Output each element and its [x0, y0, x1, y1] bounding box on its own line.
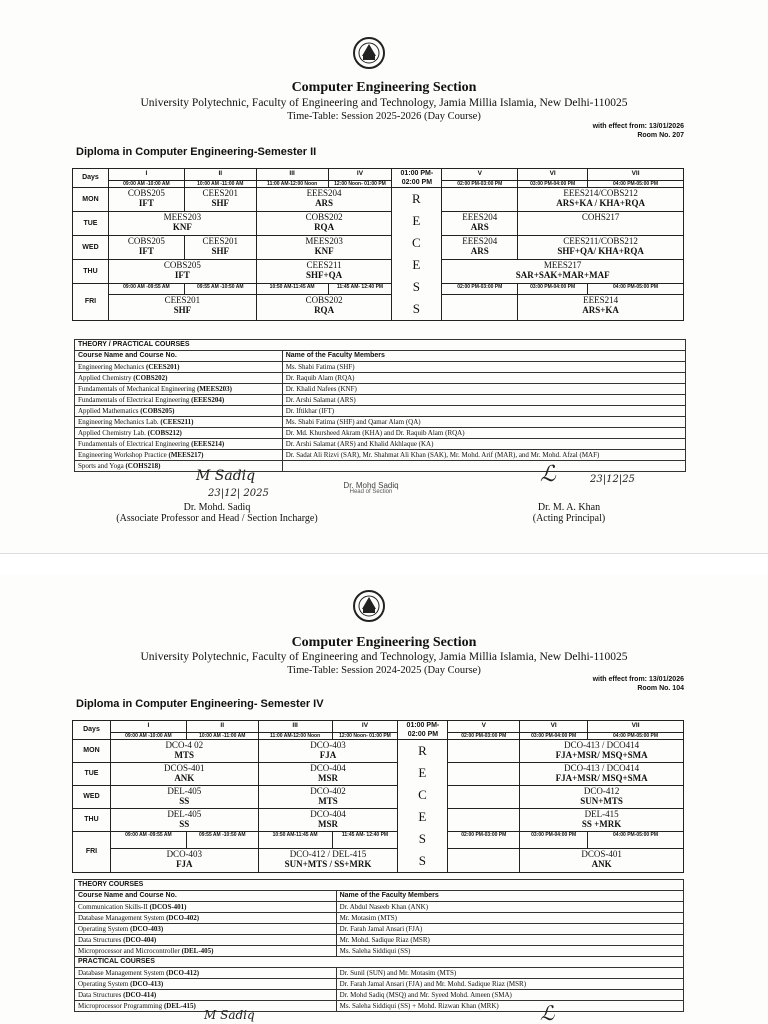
time-slot: 03:00 PM-04:00 PM	[520, 832, 588, 849]
practical-title: PRACTICAL COURSES	[75, 957, 684, 968]
faculty-row	[75, 406, 686, 417]
signatory-left	[112, 502, 322, 524]
signature-date-right: 23|12|25	[590, 474, 635, 485]
faculty-column-header: Name of the Faculty Members	[336, 891, 683, 902]
room-number: Room No. 104	[637, 685, 684, 692]
effective-info	[593, 122, 684, 140]
course-name: Applied Mathematics (COBS205)	[75, 406, 283, 417]
signature-date: 23|12| 2025	[208, 488, 269, 499]
time-slot: 12:00 Noon- 01:00 PM	[328, 180, 392, 187]
faculty-row	[75, 902, 684, 913]
official-stamp: Dr. Mohd Sadiq Head of Section	[343, 481, 399, 495]
faculty-row	[75, 384, 686, 395]
class-cell: DCO-413 / DCO414 FJA+MSR/ MSQ+SMA	[520, 740, 684, 763]
course-name: Fundamentals of Electrical Engineering (EEES204)	[75, 395, 283, 406]
class-cell: COBS205 IFT	[108, 236, 184, 260]
university-emblem-icon	[352, 36, 386, 70]
semester-title: Diploma in Computer Engineering-Semester II	[76, 146, 317, 158]
class-cell: DCO-412 / DEL-415 SUN+MTS / SS+MRK	[258, 849, 398, 873]
course-name: Engineering Mechanics (CEES201)	[75, 362, 283, 373]
signatory-name: Dr. Mohd. Sadiq	[183, 502, 251, 513]
faculty-name: Dr. Sunil (SUN) and Mr. Motasim (MTS)	[336, 968, 683, 979]
class-cell: DCO-412 SUN+MTS	[520, 786, 684, 809]
period-4-header: IV	[328, 169, 392, 181]
faculty-row	[75, 935, 684, 946]
day-fri: FRI	[73, 832, 111, 873]
faculty-row	[75, 428, 686, 439]
faculty-name: Ms. Shabi Fatima (SHF)	[282, 362, 685, 373]
session-line: Time-Table: Session 2024-2025 (Day Course)	[287, 665, 481, 676]
time-slot: 04:00 PM-05:00 PM	[588, 284, 684, 295]
timetable-grid	[72, 720, 684, 873]
signature-khan: ℒ	[540, 1001, 555, 1024]
faculty-name: Ms. Shabi Fatima (SHF) and Qamar Alam (QA)	[282, 417, 685, 428]
room-number: Room No. 207	[637, 132, 684, 139]
faculty-row	[75, 450, 686, 461]
faculty-name: Mr. Motasim (MTS)	[336, 913, 683, 924]
time-slot: 09:00 AM -09:55 AM	[108, 284, 184, 295]
faculty-table-title: THEORY / PRACTICAL COURSES	[75, 340, 686, 351]
course-name: Fundamentals of Mechanical Engineering (MEES203)	[75, 384, 283, 395]
class-cell: DCOS-401 ANK	[520, 849, 684, 873]
course-column-header: Course Name and Course No.	[75, 891, 337, 902]
time-slot: 09:00 AM -09:55 AM	[110, 832, 186, 849]
class-cell: EEES204 ARS	[442, 212, 518, 236]
course-name: Applied Chemistry Lab. (COBS212)	[75, 428, 283, 439]
period-1-header: I	[108, 169, 184, 181]
class-cell: DCO-403 FJA	[110, 849, 258, 873]
class-cell: COBS202 RQA	[256, 295, 392, 321]
day-wed: WED	[73, 236, 109, 260]
period-5-header: V	[448, 721, 520, 733]
course-name: Operating System (DCO-413)	[75, 979, 337, 990]
period-7-header: VII	[588, 721, 684, 733]
signature-khan: ℒ	[540, 462, 556, 487]
class-cell: DEL-405 SS	[110, 809, 258, 832]
day-wed: WED	[73, 786, 111, 809]
class-cell: EEES214/COBS212 ARS+KA / KHA+RQA	[518, 188, 684, 212]
class-cell: DEL-415 SS +MRK	[520, 809, 684, 832]
time-slot: 10:00 AM -11:00 AM	[186, 732, 258, 739]
class-cell: CEES211/COBS212 SHF+QA/ KHA+RQA	[518, 236, 684, 260]
class-cell: DCO-403 FJA	[258, 740, 398, 763]
signatory-name: Dr. M. A. Khan	[537, 502, 601, 513]
class-cell: DCO-402 MTS	[258, 786, 398, 809]
faculty-name: Dr. Arshi Salamat (ARS) and Khalid Akhlaque (KA)	[282, 439, 685, 450]
day-thu: THU	[73, 260, 109, 284]
university-emblem-icon	[352, 589, 386, 623]
faculty-column-header: Name of the Faculty Members	[282, 351, 685, 362]
faculty-name: Dr. Abdul Naseeb Khan (ANK)	[336, 902, 683, 913]
faculty-name: Dr. Raquib Alam (RQA)	[282, 373, 685, 384]
institute-line: University Polytechnic, Faculty of Engineering and Technology, Jamia Millia Islamia, New Delhi-110025	[140, 97, 628, 109]
course-name: Operating System (DCO-403)	[75, 924, 337, 935]
day-thu: THU	[73, 809, 111, 832]
section-title: Computer Engineering Section	[291, 635, 477, 650]
time-slot: 02:00 PM-03:00 PM	[448, 732, 520, 739]
class-cell: CEES201 SHF	[108, 295, 256, 321]
time-slot: 10:00 AM -11:00 AM	[184, 180, 256, 187]
course-name: Microprocessor and Microcontroller (DEL-405)	[75, 946, 337, 957]
faculty-name	[282, 461, 685, 472]
faculty-row	[75, 395, 686, 406]
timetable-grid	[72, 168, 684, 321]
faculty-row	[75, 913, 684, 924]
day-fri: FRI	[73, 284, 109, 321]
faculty-name: Dr. Farah Jamal Ansari (FJA) and Mr. Mohd. Sadique Riaz (MSR)	[336, 979, 683, 990]
faculty-name: Dr. Mohd Sadiq (MSQ) and Mr. Syeed Mohd. Ameen (SMA)	[336, 990, 683, 1001]
class-cell: DEL-405 SS	[110, 786, 258, 809]
faculty-name: Dr. Khalid Nafees (KNF)	[282, 384, 685, 395]
class-cell: MEES217 SAR+SAK+MAR+MAF	[442, 260, 684, 284]
time-slot: 09:00 AM -10:00 AM	[110, 732, 186, 739]
faculty-name: Ms. Saleha Siddiqui (SS)	[336, 946, 683, 957]
class-cell: COHS217	[518, 212, 684, 236]
days-header: Days	[73, 169, 109, 188]
class-cell: DCO-413 / DCO414 FJA+MSR/ MSQ+SMA	[520, 763, 684, 786]
course-name: Fundamentals of Electrical Engineering (EEES214)	[75, 439, 283, 450]
class-cell: COBS205 IFT	[108, 188, 184, 212]
time-slot: 09:00 AM -10:00 AM	[108, 180, 184, 187]
class-cell: CEES211 SHF+QA	[256, 260, 392, 284]
period-3-header: III	[256, 169, 328, 181]
signature-sadiq: M Sadiq	[196, 468, 256, 484]
time-slot: 02:00 PM-03:00 PM	[442, 180, 518, 187]
class-cell: DCO-404 MSR	[258, 809, 398, 832]
faculty-name: Ms. Saleha Siddiqui (SS) + Mohd. Rizwan Khan (MRK)	[336, 1001, 683, 1012]
time-slot: 11:45 AM- 12:40 PM	[328, 284, 392, 295]
course-name: Data Structures (DCO-414)	[75, 990, 337, 1001]
day-mon: MON	[73, 740, 111, 763]
faculty-row	[75, 439, 686, 450]
period-7-header: VII	[588, 169, 684, 181]
faculty-name: Dr. Iftikhar (IFT)	[282, 406, 685, 417]
class-cell: CEES201 SHF	[184, 188, 256, 212]
faculty-name: Mr. Mohd. Sadique Riaz (MSR)	[336, 935, 683, 946]
signatory-role: (Associate Professor and Head / Section Incharge)	[116, 513, 318, 524]
session-line: Time-Table: Session 2025-2026 (Day Course)	[287, 111, 481, 122]
faculty-name: Dr. Md. Khursheed Akram (KHA) and Dr. Raquib Alam (RQA)	[282, 428, 685, 439]
faculty-row	[75, 1001, 684, 1012]
class-cell: DCOS-401 ANK	[110, 763, 258, 786]
day-mon: MON	[73, 188, 109, 212]
class-cell: EEES204 ARS	[256, 188, 392, 212]
time-slot: 12:00 Noon- 01:00 PM	[332, 732, 398, 739]
faculty-row	[75, 373, 686, 384]
time-slot: 11:00 AM-12:00 Noon	[256, 180, 328, 187]
class-cell: DCO-404 MSR	[258, 763, 398, 786]
signature-sadiq: M Sadiq	[204, 1008, 255, 1022]
effective-info	[593, 675, 684, 693]
time-slot: 10:50 AM-11:45 AM	[258, 832, 332, 849]
section-title: Computer Engineering Section	[291, 80, 477, 95]
institute-line: University Polytechnic, Faculty of Engineering and Technology, Jamia Millia Islamia, New Delhi-110025	[140, 651, 628, 663]
time-slot: 02:00 PM-03:00 PM	[442, 284, 518, 295]
faculty-row	[75, 924, 684, 935]
day-tue: TUE	[73, 212, 109, 236]
period-5-header: V	[442, 169, 518, 181]
recess-header: 01:00 PM- 02:00 PM	[392, 169, 442, 188]
course-name: Data Structures (DCO-404)	[75, 935, 337, 946]
time-slot: 10:50 AM-11:45 AM	[256, 284, 328, 295]
period-2-header: II	[184, 169, 256, 181]
time-slot: 03:00 PM-04:00 PM	[518, 284, 588, 295]
period-6-header: VI	[520, 721, 588, 733]
theory-title: THEORY COURSES	[75, 880, 684, 891]
signatory-right	[524, 502, 614, 524]
course-name: Database Management System (DCO-402)	[75, 913, 337, 924]
time-slot: 04:00 PM-05:00 PM	[588, 180, 684, 187]
faculty-row	[75, 362, 686, 373]
period-1-header: I	[110, 721, 186, 733]
class-cell: EEES204 ARS	[442, 236, 518, 260]
period-3-header: III	[258, 721, 332, 733]
course-name: Communication Skills-II (DCOS-401)	[75, 902, 337, 913]
faculty-name: Dr. Farah Jamal Ansari (FJA)	[336, 924, 683, 935]
recess-header: 01:00 PM- 02:00 PM	[398, 721, 448, 740]
period-4-header: IV	[332, 721, 398, 733]
days-header: Days	[73, 721, 111, 740]
time-slot: 04:00 PM-05:00 PM	[588, 732, 684, 739]
effective-date: with effect from: 13/01/2026	[592, 676, 684, 683]
period-6-header: VI	[518, 169, 588, 181]
faculty-row	[75, 990, 684, 1001]
faculty-row	[75, 417, 686, 428]
course-column-header: Course Name and Course No.	[75, 351, 283, 362]
class-cell: CEES201 SHF	[184, 236, 256, 260]
faculty-row	[75, 968, 684, 979]
class-cell: DCO-4 02 MTS	[110, 740, 258, 763]
page-gap	[0, 553, 768, 575]
class-cell: EEES214 ARS+KA	[518, 295, 684, 321]
course-name: Sports and Yoga (COHS218)	[75, 461, 283, 472]
time-slot: 09:55 AM -10:50 AM	[186, 832, 258, 849]
timetable-sheet-semester-4	[0, 575, 768, 1024]
signatory-role: (Acting Principal)	[532, 513, 606, 524]
class-cell: MEES203 KNF	[256, 236, 392, 260]
course-name: Microprocessor Programming (DEL-415)	[75, 1001, 337, 1012]
class-cell: COBS202 RQA	[256, 212, 392, 236]
effective-date: with effect from: 13/01/2026	[592, 123, 684, 130]
course-name: Engineering Workshop Practice (MEES217)	[75, 450, 283, 461]
time-slot: 02:00 PM-03:00 PM	[448, 832, 520, 849]
faculty-table	[74, 879, 684, 1012]
recess-column: R E C E S S	[398, 740, 448, 873]
time-slot: 11:45 AM- 12:40 PM	[332, 832, 398, 849]
class-cell: MEES203 KNF	[108, 212, 256, 236]
time-slot: 09:55 AM -10:50 AM	[184, 284, 256, 295]
time-slot: 03:00 PM-04:00 PM	[518, 180, 588, 187]
semester-title: Diploma in Computer Engineering- Semester IV	[76, 698, 324, 710]
time-slot: 03:00 PM-04:00 PM	[520, 732, 588, 739]
course-name: Engineering Mechanics Lab. (CEES211)	[75, 417, 283, 428]
faculty-row	[75, 461, 686, 472]
class-cell: COBS205 IFT	[108, 260, 256, 284]
faculty-row	[75, 979, 684, 990]
recess-column: R E C E S S	[392, 188, 442, 321]
time-slot: 04:00 PM-05:00 PM	[588, 832, 684, 849]
period-2-header: II	[186, 721, 258, 733]
day-tue: TUE	[73, 763, 111, 786]
faculty-name: Dr. Arshi Salamat (ARS)	[282, 395, 685, 406]
course-name: Applied Chemistry (COBS202)	[75, 373, 283, 384]
faculty-table	[74, 339, 686, 472]
faculty-name: Dr. Sadat Ali Rizvi (SAR), Mr. Shahmat Ali Khan (SAK), Mr. Mohd. Arif (MAR), and Mr. Mohd. Afzal (MAF)	[282, 450, 685, 461]
course-name: Database Management System (DCO-412)	[75, 968, 337, 979]
time-slot: 11:00 AM-12:00 Noon	[258, 732, 332, 739]
faculty-row	[75, 946, 684, 957]
